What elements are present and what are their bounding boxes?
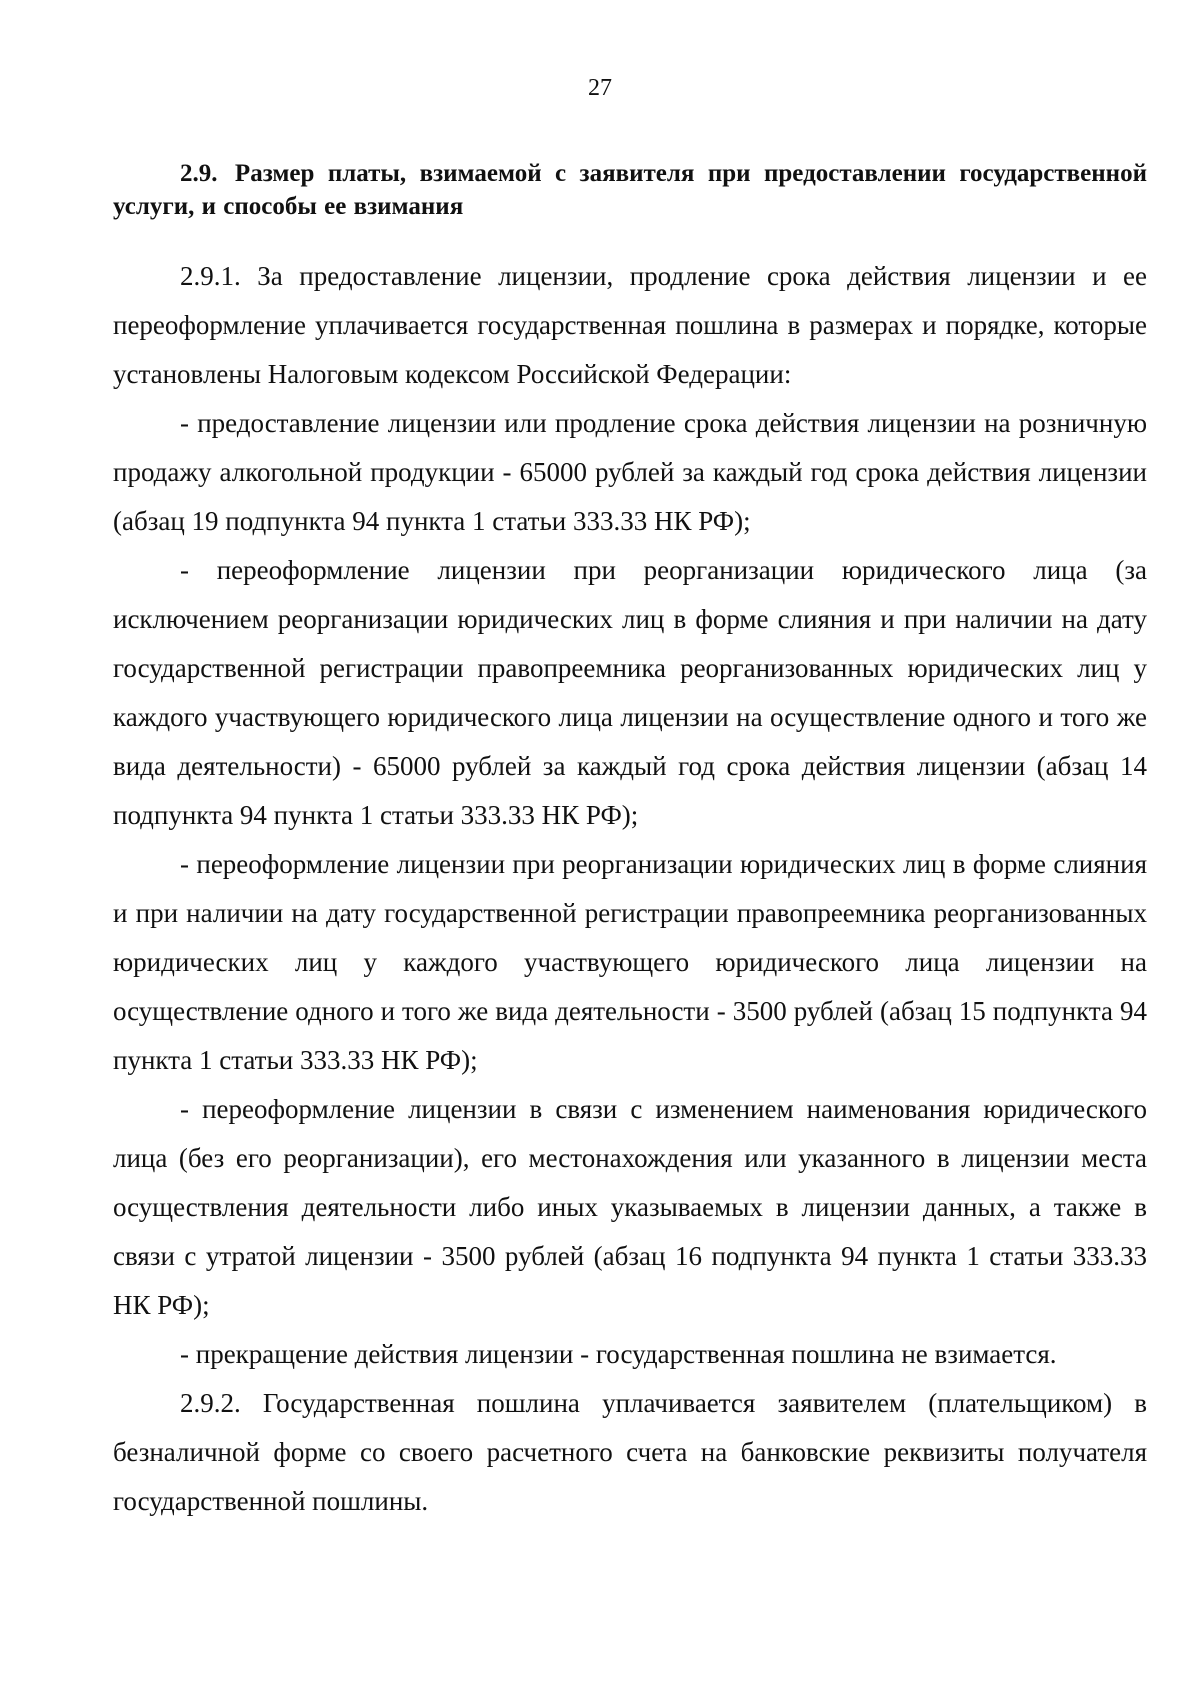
paragraph-2-9-1: 2.9.1. За предоставление лицензии, продление срока действия лицензии и ее переоформление уплачивается государственная пошлина в размерах и порядке, которые установлены Налоговым кодексом Российской Федерации: xyxy=(113,261,1147,389)
paragraph-2-9-2: 2.9.2. Государственная пошлина уплачивается заявителем (плательщиком) в безналичной форме со своего расчетного счета на банковские реквизиты получателя государственной пошлины. xyxy=(113,1388,1147,1516)
list-item-merger-fee: - переоформление лицензии при реорганизации юридических лиц в форме слияния и при наличии на дату государственной регистрации правопреемника реорганизованных юридических лиц у каждого участвующего юридического лица лицензии на осуществление одного и того же вида деятельности - 3500 рублей (абзац 15 подпункта 94 пункта 1 статьи 333.33 НК РФ); xyxy=(113,849,1147,1075)
list-item-name-change-fee: - переоформление лицензии в связи с изменением наименования юридического лица (без его реорганизации), его местонахождения или указанного в лицензии места осуществления деятельности либо иных указываемых в лицензии данных, а также в связи с утратой лицензии - 3500 рублей (абзац 16 подпункта 94 пункта 1 статьи 333.33 НК РФ); xyxy=(113,1094,1147,1320)
section-heading xyxy=(113,157,1147,223)
document-body xyxy=(113,157,1147,1526)
list-item-license-issue-fee: - предоставление лицензии или продление срока действия лицензии на розничную продажу алкогольной продукции - 65000 рублей за каждый год срока действия лицензии (абзац 19 подпункта 94 пункта 1 статьи 333.33 НК РФ); xyxy=(113,408,1147,536)
section-title: Размер платы, взимаемой с заявителя при предоставлении государственной услуги, и способы ее взимания xyxy=(113,160,1147,220)
section-number: 2.9. xyxy=(180,160,218,187)
page-number: 27 xyxy=(588,75,612,101)
list-item-reorganization-fee: - переоформление лицензии при реорганизации юридического лица (за исключением реорганизации юридических лиц в форме слияния и при наличии на дату государственной регистрации правопреемника реорганизованных юридических лиц у каждого участвующего юридического лица лицензии на осуществление одного и того же вида деятельности) - 65000 рублей за каждый год срока действия лицензии (абзац 14 подпункта 94 пункта 1 статьи 333.33 НК РФ); xyxy=(113,555,1147,830)
list-item-termination-fee: - прекращение действия лицензии - государственная пошлина не взимается. xyxy=(180,1339,1057,1369)
